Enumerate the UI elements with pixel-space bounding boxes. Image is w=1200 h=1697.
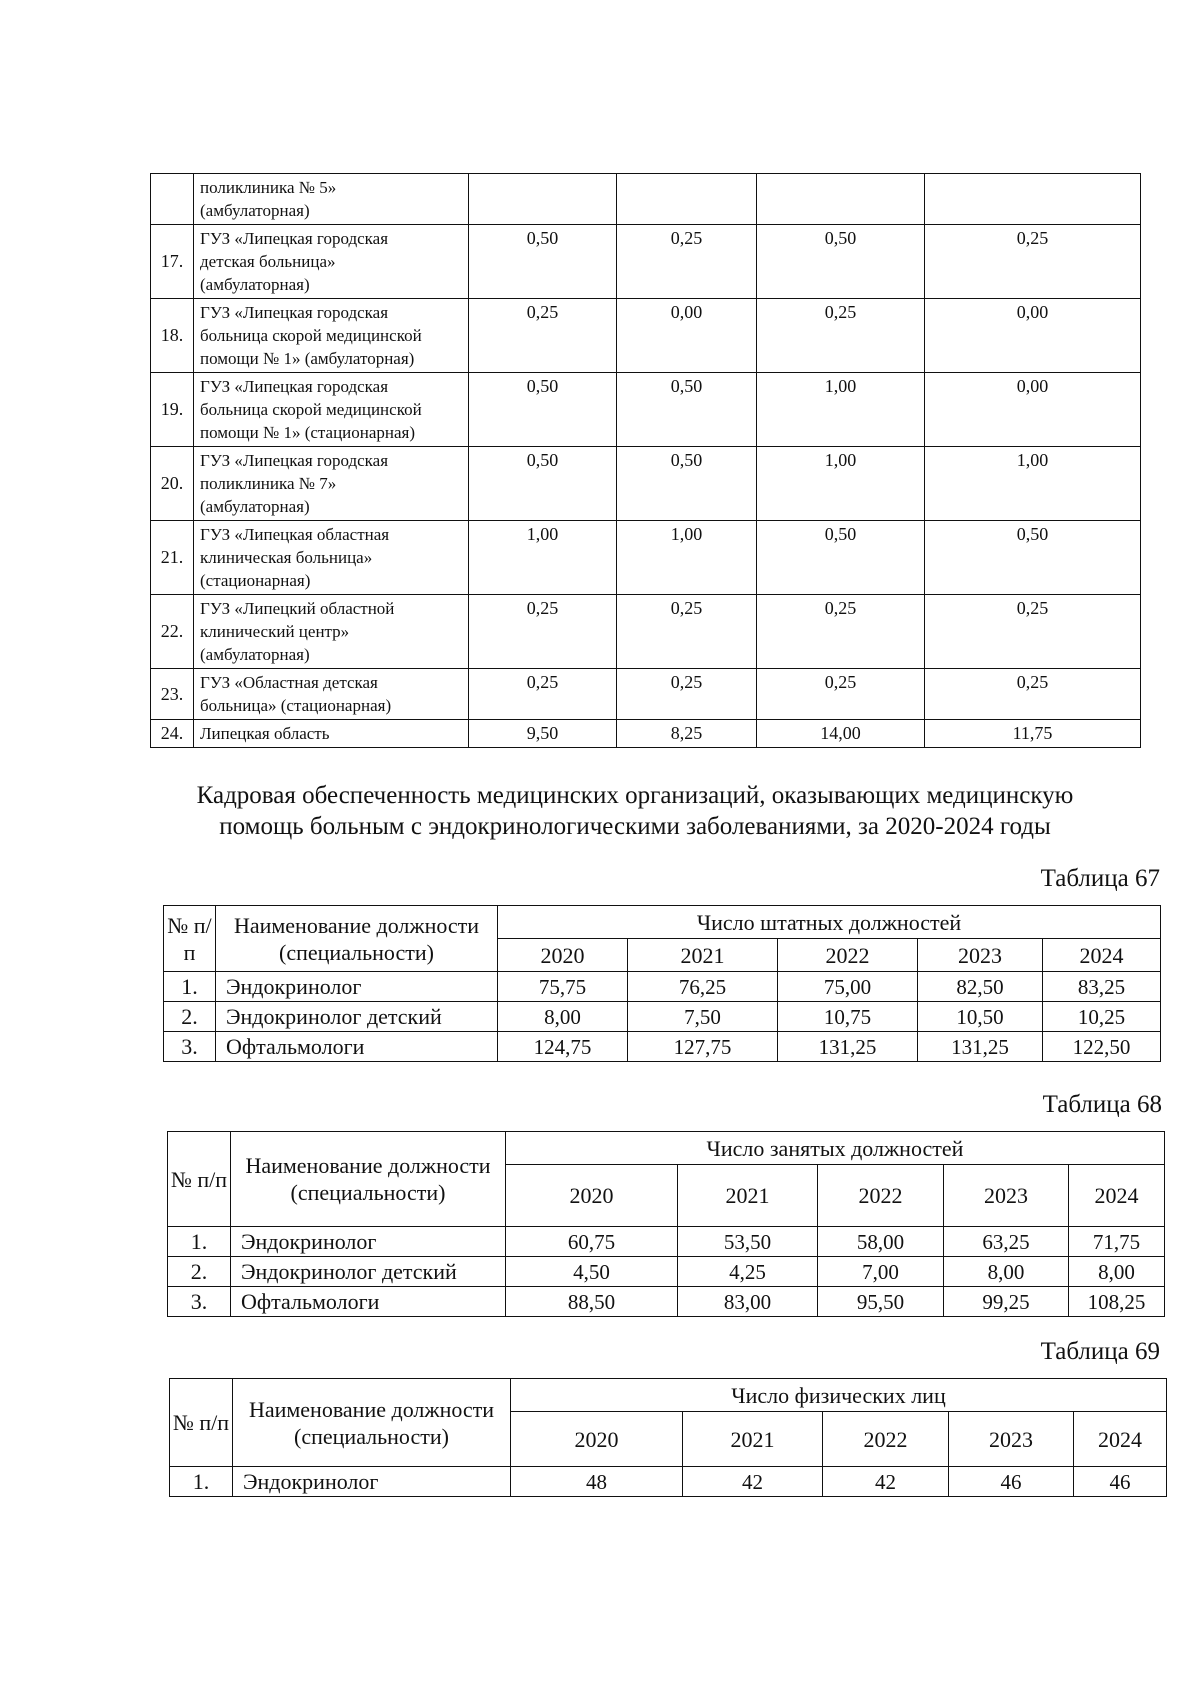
organization-name-line: (амбулаторная)	[200, 497, 310, 516]
row-number: 19.	[151, 373, 194, 447]
organization-name	[194, 669, 469, 720]
value-cell: 1,00	[925, 447, 1141, 521]
organization-name-line: больница скорой медицинской	[200, 400, 422, 419]
header-year: 2021	[683, 1412, 823, 1467]
value-cell: 75,75	[498, 972, 628, 1002]
value-cell: 0,25	[617, 669, 757, 720]
organization-name	[194, 299, 469, 373]
organization-name	[194, 174, 469, 225]
value-cell: 0,25	[925, 669, 1141, 720]
organization-name-line: поликлиника № 5»	[200, 178, 337, 197]
table-67	[163, 905, 1161, 1062]
value-cell	[757, 174, 925, 225]
header-position: Наименование должности (специальности)	[216, 906, 498, 972]
value-cell: 0,50	[469, 373, 617, 447]
organization-name-line: больница скорой медицинской	[200, 326, 422, 345]
value-cell: 95,50	[818, 1287, 944, 1317]
header-num: № п/п	[164, 906, 216, 972]
header-group: Число занятых должностей	[506, 1132, 1165, 1165]
table-row	[151, 373, 1141, 447]
organization-name-line: ГУЗ «Липецкая городская	[200, 303, 389, 322]
row-number: 3.	[168, 1287, 231, 1317]
organization-name	[194, 521, 469, 595]
header-position: Наименование должности (специальности)	[233, 1379, 511, 1467]
value-cell: 0,25	[925, 225, 1141, 299]
value-cell: 0,50	[925, 521, 1141, 595]
position-name: Офтальмологи	[231, 1287, 506, 1317]
organization-name-line: поликлиника № 7»	[200, 474, 337, 493]
header-year: 2021	[678, 1165, 818, 1227]
table-67-label: Таблица 67	[1040, 865, 1160, 892]
value-cell: 0,25	[469, 669, 617, 720]
value-cell: 10,50	[918, 1002, 1043, 1032]
value-cell: 46	[949, 1467, 1074, 1497]
value-cell: 131,25	[778, 1032, 918, 1062]
header-group: Число штатных должностей	[498, 906, 1161, 939]
position-name: Эндокринолог	[233, 1467, 511, 1497]
value-cell: 7,00	[818, 1257, 944, 1287]
value-cell: 0,25	[757, 595, 925, 669]
value-cell: 0,25	[469, 299, 617, 373]
header-num: № п/п	[170, 1379, 233, 1467]
position-name: Эндокринолог детский	[216, 1002, 498, 1032]
value-cell: 0,25	[617, 225, 757, 299]
value-cell: 88,50	[506, 1287, 678, 1317]
organization-name-line: (стационарная)	[200, 571, 311, 590]
value-cell: 0,50	[617, 447, 757, 521]
value-cell: 0,00	[617, 299, 757, 373]
table-row	[151, 669, 1141, 720]
section-heading	[130, 780, 1140, 842]
position-name: Эндокринолог	[216, 972, 498, 1002]
value-cell: 122,50	[1043, 1032, 1161, 1062]
row-number: 1.	[164, 972, 216, 1002]
table-69	[169, 1378, 1167, 1497]
organization-name	[194, 595, 469, 669]
value-cell	[469, 174, 617, 225]
organization-name-line: ГУЗ «Областная детская	[200, 673, 378, 692]
value-cell	[617, 174, 757, 225]
heading-line-2: помощь больным с эндокринологическими заболеваниями, за 2020-2024 годы	[219, 813, 1051, 840]
row-number: 1.	[168, 1227, 231, 1257]
value-cell: 8,00	[1069, 1257, 1165, 1287]
header-year: 2022	[823, 1412, 949, 1467]
header-year: 2024	[1043, 939, 1161, 972]
value-cell: 11,75	[925, 720, 1141, 748]
table-row	[168, 1227, 1165, 1257]
header-position: Наименование должности (специальности)	[231, 1132, 506, 1227]
value-cell: 1,00	[469, 521, 617, 595]
value-cell: 42	[823, 1467, 949, 1497]
value-cell: 0,00	[925, 373, 1141, 447]
value-cell: 0,25	[617, 595, 757, 669]
value-cell: 131,25	[918, 1032, 1043, 1062]
value-cell: 108,25	[1069, 1287, 1165, 1317]
value-cell: 83,25	[1043, 972, 1161, 1002]
organization-name	[194, 373, 469, 447]
position-name: Эндокринолог	[231, 1227, 506, 1257]
value-cell: 1,00	[757, 447, 925, 521]
value-cell: 8,25	[617, 720, 757, 748]
row-number: 17.	[151, 225, 194, 299]
row-number: 3.	[164, 1032, 216, 1062]
organization-name-line: ГУЗ «Липецкая городская	[200, 451, 389, 470]
value-cell: 83,00	[678, 1287, 818, 1317]
organization-name-line: клинический центр»	[200, 622, 350, 641]
table-row	[151, 299, 1141, 373]
value-cell: 60,75	[506, 1227, 678, 1257]
organization-name-line: клиническая больница»	[200, 548, 373, 567]
value-cell: 0,25	[757, 299, 925, 373]
value-cell: 63,25	[944, 1227, 1069, 1257]
value-cell	[925, 174, 1141, 225]
table-row	[151, 720, 1141, 748]
row-number: 2.	[168, 1257, 231, 1287]
value-cell: 99,25	[944, 1287, 1069, 1317]
header-year: 2020	[511, 1412, 683, 1467]
value-cell: 71,75	[1069, 1227, 1165, 1257]
row-number: 18.	[151, 299, 194, 373]
organization-name-line: ГУЗ «Липецкая городская	[200, 377, 389, 396]
continuation-table	[150, 173, 1141, 748]
value-cell: 42	[683, 1467, 823, 1497]
value-cell: 1,00	[757, 373, 925, 447]
header-year: 2023	[949, 1412, 1074, 1467]
table-row	[164, 972, 1161, 1002]
organization-name-line: ГУЗ «Липецкая городская	[200, 229, 389, 248]
position-name: Офтальмологи	[216, 1032, 498, 1062]
organization-name-line: (амбулаторная)	[200, 275, 310, 294]
value-cell: 1,00	[617, 521, 757, 595]
value-cell: 0,00	[925, 299, 1141, 373]
organization-name-line: помощи № 1» (стационарная)	[200, 423, 416, 442]
table-row	[170, 1467, 1167, 1497]
value-cell: 10,75	[778, 1002, 918, 1032]
header-year: 2023	[918, 939, 1043, 972]
table-68-label: Таблица 68	[1042, 1091, 1162, 1118]
header-year: 2021	[628, 939, 778, 972]
row-number: 22.	[151, 595, 194, 669]
header-year: 2024	[1069, 1165, 1165, 1227]
value-cell: 0,50	[617, 373, 757, 447]
table-row	[164, 1002, 1161, 1032]
header-year: 2022	[818, 1165, 944, 1227]
table-row	[168, 1257, 1165, 1287]
header-year: 2024	[1074, 1412, 1167, 1467]
value-cell: 48	[511, 1467, 683, 1497]
row-number: 23.	[151, 669, 194, 720]
row-number: 2.	[164, 1002, 216, 1032]
organization-name	[194, 225, 469, 299]
organization-name-line: ГУЗ «Липецкая областная	[200, 525, 390, 544]
value-cell: 14,00	[757, 720, 925, 748]
value-cell: 10,25	[1043, 1002, 1161, 1032]
header-year: 2023	[944, 1165, 1069, 1227]
table-row	[151, 225, 1141, 299]
organization-name-line: ГУЗ «Липецкий областной	[200, 599, 395, 618]
organization-name	[194, 720, 469, 748]
position-name: Эндокринолог детский	[231, 1257, 506, 1287]
value-cell: 75,00	[778, 972, 918, 1002]
organization-name-line: (амбулаторная)	[200, 201, 310, 220]
table-row	[168, 1287, 1165, 1317]
table-69-label: Таблица 69	[1040, 1338, 1160, 1365]
value-cell: 58,00	[818, 1227, 944, 1257]
table-row	[164, 1032, 1161, 1062]
header-year: 2022	[778, 939, 918, 972]
header-group: Число физических лиц	[511, 1379, 1167, 1412]
organization-name-line: помощи № 1» (амбулаторная)	[200, 349, 415, 368]
value-cell: 8,00	[944, 1257, 1069, 1287]
value-cell: 0,25	[925, 595, 1141, 669]
value-cell: 0,25	[757, 669, 925, 720]
value-cell: 0,50	[757, 225, 925, 299]
organization-name-line: (амбулаторная)	[200, 645, 310, 664]
header-num: № п/п	[168, 1132, 231, 1227]
value-cell: 127,75	[628, 1032, 778, 1062]
table-row	[151, 174, 1141, 225]
row-number: 1.	[170, 1467, 233, 1497]
value-cell: 82,50	[918, 972, 1043, 1002]
value-cell: 0,50	[757, 521, 925, 595]
row-number: 20.	[151, 447, 194, 521]
organization-name-line: больница» (стационарная)	[200, 696, 392, 715]
value-cell: 7,50	[628, 1002, 778, 1032]
value-cell: 0,50	[469, 225, 617, 299]
value-cell: 4,50	[506, 1257, 678, 1287]
row-number: 24.	[151, 720, 194, 748]
organization-name	[194, 447, 469, 521]
row-number	[151, 174, 194, 225]
value-cell: 46	[1074, 1467, 1167, 1497]
value-cell: 0,50	[469, 447, 617, 521]
header-year: 2020	[498, 939, 628, 972]
table-row	[151, 595, 1141, 669]
heading-line-1: Кадровая обеспеченность медицинских организаций, оказывающих медицинскую	[196, 782, 1074, 809]
row-number: 21.	[151, 521, 194, 595]
table-row	[151, 521, 1141, 595]
header-year: 2020	[506, 1165, 678, 1227]
value-cell: 124,75	[498, 1032, 628, 1062]
value-cell: 9,50	[469, 720, 617, 748]
value-cell: 53,50	[678, 1227, 818, 1257]
table-68	[167, 1131, 1165, 1317]
value-cell: 76,25	[628, 972, 778, 1002]
organization-name-line: Липецкая область	[200, 724, 330, 743]
table-row	[151, 447, 1141, 521]
organization-name-line: детская больница»	[200, 252, 336, 271]
value-cell: 8,00	[498, 1002, 628, 1032]
value-cell: 0,25	[469, 595, 617, 669]
value-cell: 4,25	[678, 1257, 818, 1287]
